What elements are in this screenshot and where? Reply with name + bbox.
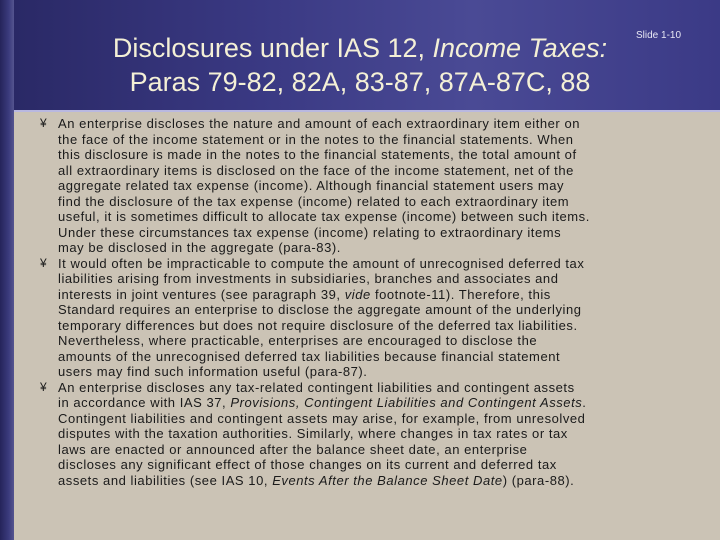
bullet-line: all extraordinary items is disclosed on the face of the income statement, net of the [58, 162, 574, 178]
bullet-line: Under these circumstances tax expense (income) relating to extraordinary items [58, 224, 562, 240]
title-line-2: Paras 79-82, 82A, 83-87, 87A-87C, 88 [129, 67, 591, 97]
bullet-line: laws are enacted or announced after the balance sheet date, an enterprise [58, 441, 528, 457]
bullet-icon: ¥ [40, 379, 48, 394]
bullet-line [58, 395, 692, 411]
bullet-line: may be disclosed in the aggregate (para-83). [58, 240, 341, 255]
bullet-unrecognised-deferred-tax [40, 256, 692, 380]
bullet-line: disputes with the taxation authorities. Similarly, where changes in tax rates or tax [58, 426, 568, 441]
title-divider [14, 110, 720, 112]
bullet-line-text: interests in joint ventures (see paragraph 39, [58, 286, 345, 302]
bullet-line: It would often be impracticable to compute the amount of unrecognised deferred tax [58, 255, 585, 271]
bullet-line: liabilities arising from investments in subsidiaries, branches and associates and [58, 271, 559, 286]
bullet-line-suffix: footnote-11). Therefore, this [370, 286, 551, 302]
bullet-line: users may find such information useful (para-87). [58, 364, 368, 379]
bullet-line: temporary differences but does not require disclosure of the deferred tax liabilities. [58, 317, 578, 333]
title-line-1-italic: Income Taxes: [432, 33, 608, 63]
bullet-icon: ¥ [40, 255, 48, 270]
bullet-line [58, 473, 692, 489]
bullet-line: amounts of the unrecognised deferred tax liabilities because financial statement [58, 348, 561, 364]
bullet-line-text: assets and liabilities (see IAS 10, [58, 472, 273, 488]
bullet-line: find the disclosure of the tax expense (income) related to each extraordinary item [58, 193, 570, 209]
bullet-line: An enterprise discloses any tax-related contingent liabilities and contingent assets [58, 379, 575, 395]
title-line-1-text: Disclosures under IAS 12, [112, 33, 433, 63]
bullet-line: discloses any significant effect of those changes on its current and deferred tax [58, 457, 557, 472]
slide-body [40, 116, 692, 488]
bullet-line: this disclosure is made in the notes to the financial statements, the total amount of [58, 147, 577, 162]
bullet-line-italic: Events After the Balance Sheet Date [272, 472, 503, 488]
bullet-line: Contingent liabilities and contingent assets may arise, for example, from unresolved [58, 410, 586, 426]
bullet-line: An enterprise discloses the nature and amount of each extraordinary item either on [58, 116, 581, 131]
left-accent-bar [0, 0, 14, 540]
bullet-line: the face of the income statement or in the notes to the financial statements. When [58, 131, 574, 147]
bullet-line: Nevertheless, where practicable, enterprises are encouraged to disclose the [58, 333, 538, 348]
bullet-line-text: in accordance with IAS 37, [58, 395, 231, 410]
bullet-line: Standard requires an enterprise to disclose the aggregate amount of the underlying [58, 302, 582, 317]
bullet-line: aggregate related tax expense (income). Although financial statement users may [58, 178, 565, 193]
bullet-contingent-liabilities [40, 380, 692, 489]
bullet-extraordinary-items [40, 116, 692, 256]
title-line-1 [20, 31, 700, 65]
bullet-line-suffix: ) (para-88). [502, 472, 575, 488]
bullet-icon: ¥ [40, 116, 48, 130]
slide-title [20, 31, 700, 99]
slide-number: Slide 1-10 [636, 30, 682, 41]
bullet-line-italic: vide [344, 286, 371, 302]
bullet-line [58, 287, 692, 303]
bullet-line: useful, it is sometimes difficult to allocate tax expense (income) between such items. [58, 209, 590, 224]
bullet-line-italic: Provisions, Contingent Liabilities and Contingent Assets [230, 395, 583, 410]
bullet-line-suffix: . [582, 395, 587, 410]
